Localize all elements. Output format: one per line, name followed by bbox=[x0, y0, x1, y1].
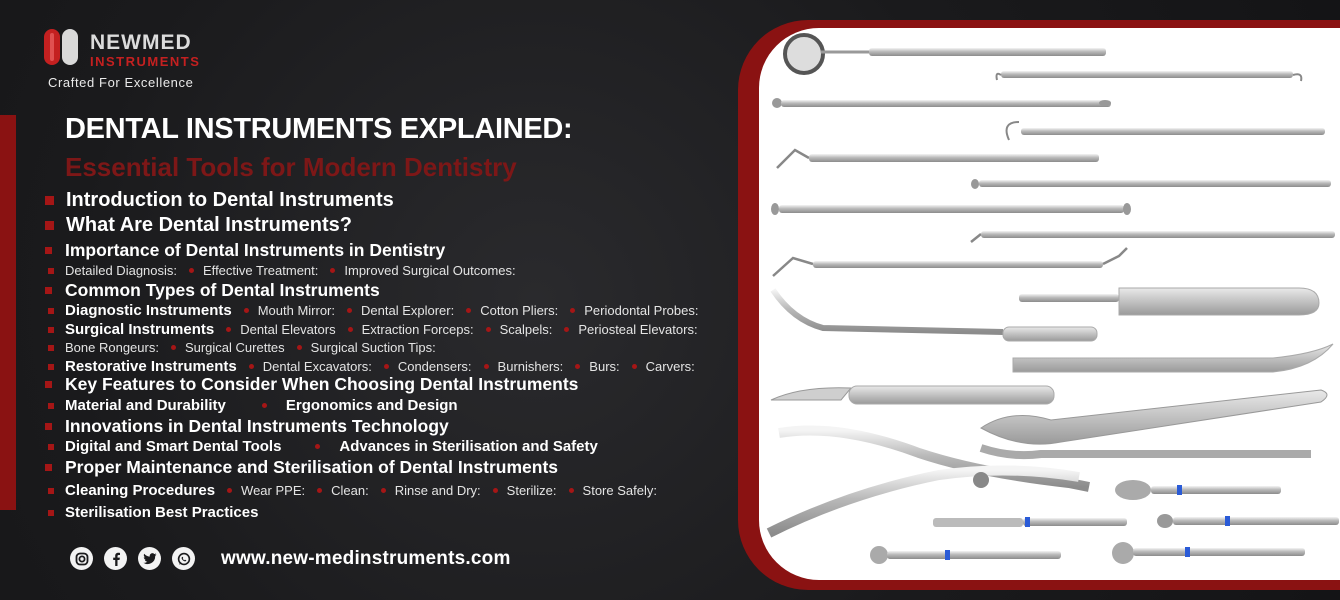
outline-row-restorative: Restorative Instruments Dental Excavators: Condensers: Burnishers: Burs: Carvers: bbox=[45, 358, 695, 375]
bullet-icon bbox=[45, 221, 54, 230]
scaler-instrument-icon bbox=[773, 248, 1127, 276]
brand-subname: INSTRUMENTS bbox=[90, 54, 201, 69]
outline-row-surgical-2: Bone Rongeurs: Surgical Curettes Surgical Suction Tips: bbox=[45, 340, 436, 355]
facebook-icon[interactable] bbox=[104, 547, 127, 570]
bone-rongeur-icon bbox=[769, 431, 1089, 534]
bullet-icon bbox=[45, 381, 52, 388]
cotton-pliers-icon bbox=[1013, 344, 1333, 372]
outline-row-surgical: Surgical Instruments Dental Elevators Extraction Forceps: Scalpels: Periosteal Elevators: bbox=[45, 321, 698, 338]
bullet-icon bbox=[48, 268, 54, 274]
brand-name: NEWMED bbox=[90, 31, 192, 54]
probe-instrument-icon bbox=[777, 150, 1099, 168]
outline-row-innovations: Digital and Smart Dental Tools Advances in Sterilisation and Safety bbox=[45, 438, 598, 455]
bullet-icon bbox=[48, 510, 54, 516]
bullet-icon bbox=[48, 403, 54, 409]
bullet-icon bbox=[45, 287, 52, 294]
bullet-icon bbox=[48, 444, 54, 450]
capsule-logo-icon bbox=[42, 27, 82, 67]
website-link[interactable]: www.new-medinstruments.com bbox=[221, 548, 511, 569]
brand-tagline: Crafted For Excellence bbox=[48, 75, 194, 90]
outline-item-maintenance: Proper Maintenance and Sterilisation of Dental Instruments bbox=[45, 457, 558, 478]
outline-item-key-features: Key Features to Consider When Choosing Dental Instruments bbox=[45, 374, 578, 395]
page-title: DENTAL INSTRUMENTS EXPLAINED: bbox=[65, 113, 573, 145]
bullet-icon bbox=[45, 196, 54, 205]
outline-row-diagnostic: Diagnostic Instruments Mouth Mirror: Dental Explorer: Cotton Pliers: Periodontal Probes: bbox=[45, 302, 698, 319]
bullet-icon bbox=[48, 364, 54, 370]
dental-instruments-illustration bbox=[759, 28, 1340, 580]
twitter-icon[interactable] bbox=[138, 547, 161, 570]
condenser-instrument-icon bbox=[771, 203, 1131, 215]
whatsapp-icon[interactable] bbox=[172, 547, 195, 570]
carver-instrument-icon bbox=[971, 231, 1335, 242]
outline-item-intro: Introduction to Dental Instruments bbox=[45, 189, 394, 212]
scalpel-icon bbox=[771, 386, 1054, 404]
outline-item-innovations: Innovations in Dental Instruments Technology bbox=[45, 416, 449, 437]
left-accent-bar bbox=[0, 115, 16, 510]
outline-subitems-importance: Detailed Diagnosis: Effective Treatment: Improved Surgical Outcomes: bbox=[45, 263, 516, 278]
excavator-instrument-icon bbox=[772, 98, 1111, 108]
outline-row-key-features: Material and Durability Ergonomics and Design bbox=[45, 397, 458, 414]
outline-item-what-are: What Are Dental Instruments? bbox=[45, 214, 352, 237]
explorer-instrument-icon bbox=[997, 71, 1302, 81]
outline-item-importance: Importance of Dental Instruments in Dentistry bbox=[45, 240, 445, 261]
elevator-instrument-icon bbox=[1019, 288, 1319, 315]
outline-row-best-practices: Sterilisation Best Practices bbox=[45, 504, 258, 521]
bullet-icon bbox=[45, 423, 52, 430]
social-links bbox=[70, 547, 195, 570]
explorer-hook-icon bbox=[1007, 122, 1325, 140]
outline-item-common-types: Common Types of Dental Instruments bbox=[45, 280, 380, 301]
bullet-icon bbox=[48, 345, 54, 351]
burs-icon bbox=[870, 480, 1339, 564]
instagram-icon[interactable] bbox=[70, 547, 93, 570]
bullet-icon bbox=[45, 247, 52, 254]
burnisher-instrument-icon bbox=[971, 179, 1331, 189]
bullet-icon bbox=[48, 308, 54, 314]
instruments-photo bbox=[759, 28, 1340, 580]
page-subtitle: Essential Tools for Modern Dentistry bbox=[65, 152, 517, 182]
bullet-icon bbox=[48, 488, 54, 494]
bullet-icon bbox=[48, 327, 54, 333]
outline-row-cleaning: Cleaning Procedures Wear PPE: Clean: Rinse and Dry: Sterilize: Store Safely: bbox=[45, 482, 657, 499]
mouth-mirror-icon bbox=[785, 35, 1106, 73]
bullet-icon bbox=[45, 464, 52, 471]
